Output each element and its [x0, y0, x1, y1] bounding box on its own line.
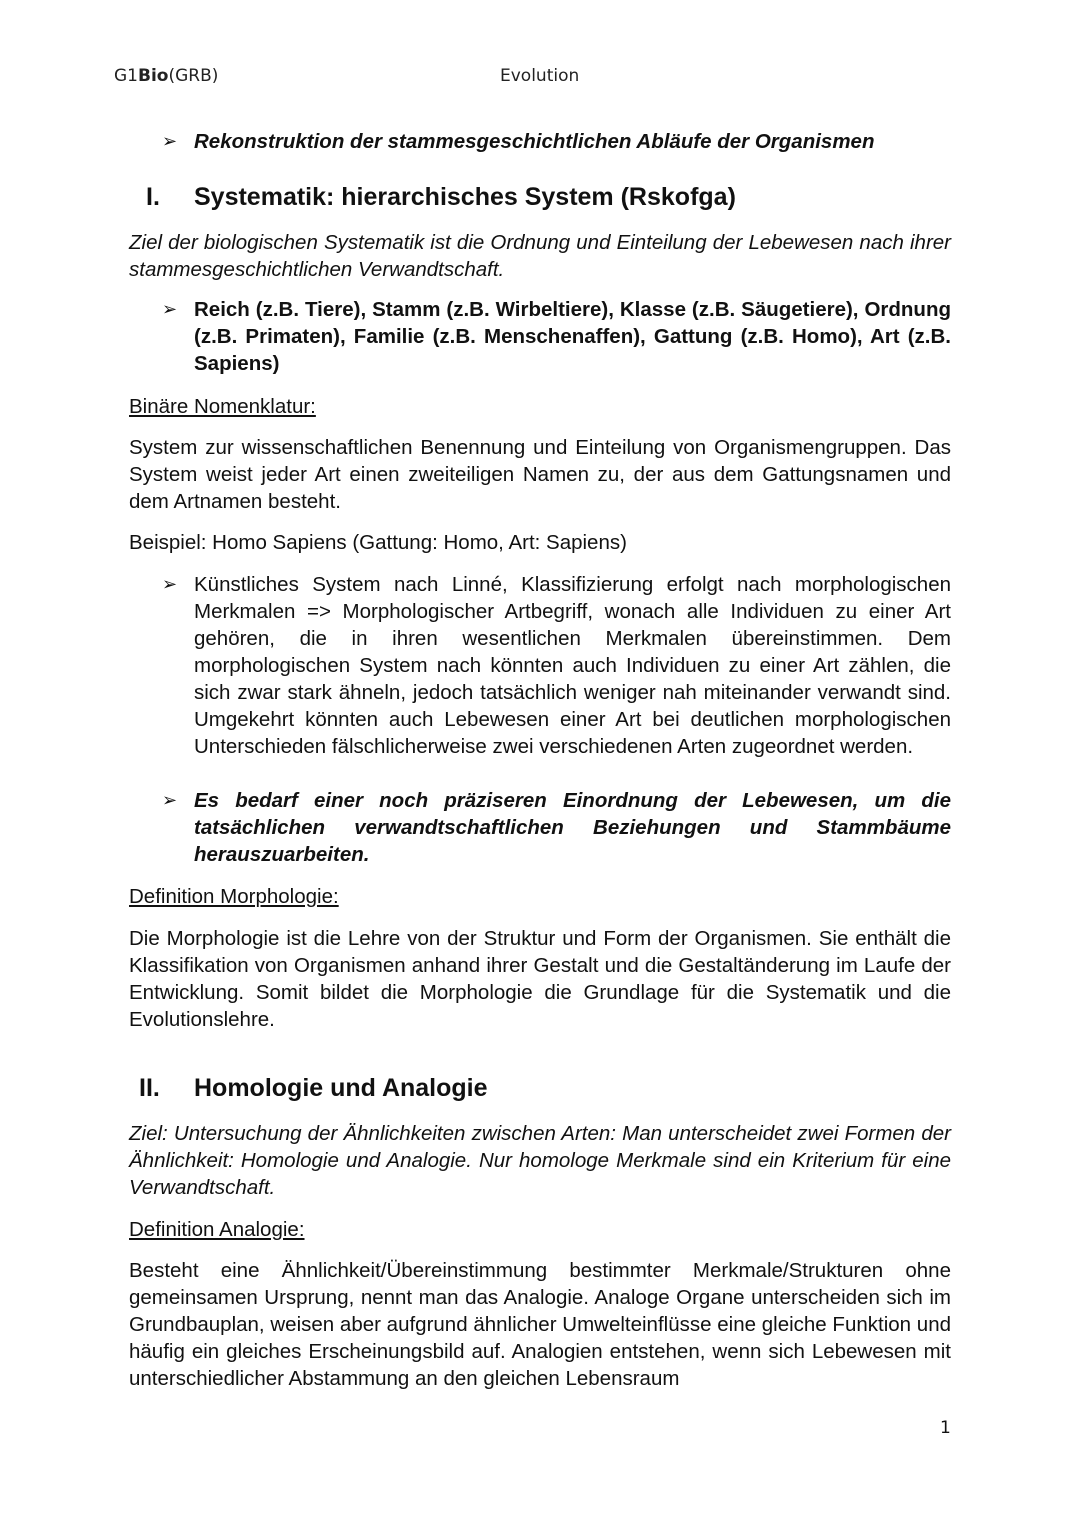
binomial-heading: Binäre Nomenklatur: — [129, 395, 316, 418]
morphology-heading: Definition Morphologie: — [129, 885, 339, 908]
arrow-bullet-icon: ➢ — [162, 790, 178, 810]
analogy-text: Besteht eine Ähnlichkeit/Übereinstimmung bestimmter Merkmale/Strukturen ohne gemeinsamen Ursprung, nennt man das Analogie. Analoge Organe unterscheiden sich im Grundbauplan, weisen aber aufgrund ähnlicher Umwelteinflüsse eine gleiche Funktion und häufig ein gleiches Erscheinungsbild auf. Analogien entstehen, wenn sich Lebewesen mit unterschiedlicher Abstammung an den gleichen Lebensraum — [129, 1259, 951, 1390]
section-1-title: Systematik: hierarchisches System (Rskofga) — [194, 183, 736, 211]
intro-bullet-text: Rekonstruktion der stammesgeschichtlichen Abläufe der Organismen — [194, 130, 875, 153]
precise-bullet-text: Es bedarf einer noch präziseren Einordnung der Lebewesen, um die tatsächlichen verwandtschaftlichen Beziehungen und Stammbäume herauszuarbeiten. — [194, 789, 951, 866]
arrow-bullet-icon: ➢ — [162, 131, 178, 151]
section-2-number: II. — [139, 1074, 160, 1102]
hierarchy-bullet-text: Reich (z.B. Tiere), Stamm (z.B. Wirbeltiere), Klasse (z.B. Säugetiere), Ordnung (z.B. Primaten), Familie (z.B. Menschenaffen), Gattung (z.B. Homo), Art (z.B. Sapiens) — [194, 298, 951, 375]
binomial-example: Beispiel: Homo Sapiens (Gattung: Homo, Art: Sapiens) — [129, 531, 627, 554]
linne-bullet-text: Künstliches System nach Linné, Klassifizierung erfolgt nach morphologischen Merkmalen => Morphologischer Artbegriff, wonach alle Individuen zu einer Art gehören, die in ihren wesentlichen Merkmalen übereinstimmen. Dem morphologischen System nach könnten auch Individuen zu einer Art zählen, die sich zwar stark ähneln, jedoch tatsächlich weniger nah miteinander verwandt sind. Umgekehrt könnten auch Lebewesen einer Art bei deutlichen morphologischen Unterschieden fälschlicherweise zwei verschiedenen Arten zugeordnet werden. — [194, 573, 951, 758]
header-course — [114, 66, 218, 86]
page-number: 1 — [940, 1418, 951, 1438]
header-course-suffix: (GRB) — [168, 66, 219, 86]
header-course-prefix: G1 — [114, 66, 138, 86]
binomial-text: System zur wissenschaftlichen Benennung und Einteilung von Organismengruppen. Das System weist jeder Art einen zweiteiligen Namen zu, der aus dem Gattungsnamen und dem Artnamen besteht. — [129, 436, 951, 513]
section-2-goal: Ziel: Untersuchung der Ähnlichkeiten zwischen Arten: Man unterscheidet zwei Formen der Ähnlichkeit: Homologie und Analogie. Nur homologe Merkmale sind ein Kriterium für eine Verwandtschaft. — [129, 1122, 951, 1199]
header-course-bold: Bio — [138, 66, 169, 86]
section-2-title: Homologie und Analogie — [194, 1074, 488, 1102]
header-topic: Evolution — [500, 66, 580, 86]
section-1-goal: Ziel der biologischen Systematik ist die Ordnung und Einteilung der Lebewesen nach ihrer stammesgeschichtlichen Verwandtschaft. — [129, 231, 951, 281]
arrow-bullet-icon: ➢ — [162, 299, 178, 319]
analogy-heading: Definition Analogie: — [129, 1218, 305, 1241]
morphology-text: Die Morphologie ist die Lehre von der Struktur und Form der Organismen. Sie enthält die Klassifikation von Organismen anhand ihrer Gestalt und die Gestaltänderung im Laufe der Entwicklung. Somit bildet die Morphologie die Grundlage für die Systematik und die Evolutionslehre. — [129, 927, 951, 1031]
section-1-number: I. — [146, 183, 160, 211]
arrow-bullet-icon: ➢ — [162, 574, 178, 594]
